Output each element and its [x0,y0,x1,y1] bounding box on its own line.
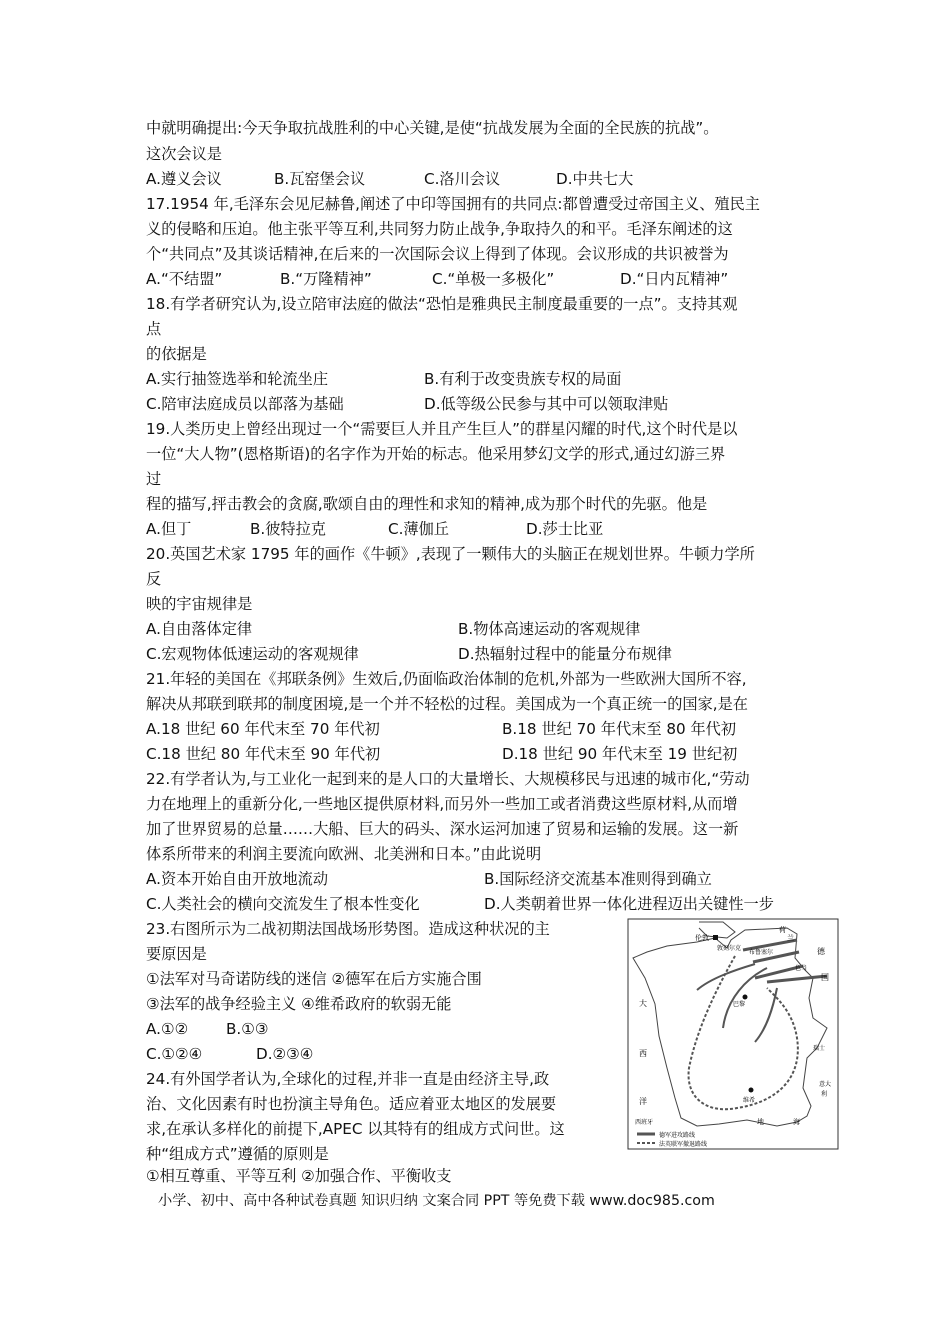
q22-option-c: C.人类社会的横向交流发生了根本性变化 [146,895,420,913]
map-label-de: 德 [817,947,825,956]
q19-option-b: B.彼特拉克 [250,520,326,538]
q22-option-d: D.人类朝着世界一体化进程迈出关键性一步 [484,895,774,913]
map-label-guo: 国 [821,973,829,982]
q17-line-2: 义的侵略和压迫。他主张平等互利,共同努力防止战争,争取持久的和平。毛泽东阐述的这 [146,220,733,238]
map-label-swiss: 瑞士 [813,1045,826,1052]
q20-line-1: 20.英国艺术家 1795 年的画作《牛顿》,表现了一颗伟大的头脑正在规划世界。牛顿力学所 [146,545,755,563]
q16-option-a: A.遵义会议 [146,170,222,188]
q22-line-2: 力在地理上的重新分化,一些地区提供原材料,而另外一些加工或者消费这些原材料,从而增 [146,795,738,813]
q19-line-3: 过 [146,470,162,488]
map-paris-marker [743,995,748,1000]
map-label-yang: 洋 [639,1097,647,1106]
q16-option-b: B.瓦窑堡会议 [274,170,366,188]
q22-line-3: 加了世界贸易的总量……大船、巨大的码头、深水运河加速了贸易和运输的发展。这一新 [146,820,739,838]
q18-line-2: 点 [146,320,162,338]
q24-line-4: 种“组成方式”遵循的原则是 [146,1145,329,1163]
q19-line-4: 程的描写,抨击教会的贪腐,歌颂自由的理性和求知的精神,成为那个时代的先驱。他是 [146,495,708,513]
map-label-sedan: 色当 [795,965,808,972]
q17-line-1: 17.1954 年,毛泽东会见尼赫鲁,阐述了中印等国拥有的共同点:都曾遭受过帝国主义、殖民主 [146,195,760,213]
map-frame [628,919,838,1149]
map-label-italy-2: 利 [821,1091,828,1098]
q19-option-d: D.莎士比亚 [526,520,604,538]
q21-option-a: A.18 世纪 60 年代末至 70 年代初 [146,720,380,738]
france-battle-map [627,918,839,1150]
q23-option-a: A.①② [146,1020,189,1038]
map-london-marker [713,935,718,940]
map-label-london: 伦敦 [695,934,709,942]
map-label-di: 地 [757,1118,764,1126]
q17-line-3: 个“共同点”及其谈话精神,在后来的一次国际会议上得到了体现。会议形成的共识被誉为 [146,245,729,263]
q24-line-2: 治、文化因素有时也扮演主导角色。适应着亚太地区的发展要 [146,1095,557,1113]
q19-line-1: 19.人类历史上曾经出现过一个“需要巨人并且产生巨人”的群星闪耀的时代,这个时代是以 [146,420,738,438]
map-label-hai: 海 [793,1118,800,1126]
map-label-spain: 西班牙 [635,1119,654,1126]
q17-option-a: A.“不结盟” [146,270,223,288]
q16-line-1: 中就明确提出:今天争取抗战胜利的中心关键,是使“抗战发展为全面的全民族的抗战”。 [146,119,719,137]
q23-option-b: B.①③ [226,1020,269,1038]
q19-option-a: A.但丁 [146,520,192,538]
q23-option-d: D.②③④ [256,1045,314,1063]
q16-option-c: C.洛川会议 [424,170,501,188]
map-label-xi: 西 [639,1049,647,1058]
q20-line-3: 映的宇宙规律是 [146,595,253,613]
q22-option-a: A.资本开始自由开放地流动 [146,870,329,888]
q19-line-2: 一位“大人物”(恩格斯语)的名字作为开始的标志。他采用梦幻文学的形式,通过幻游三界 [146,445,726,463]
map-label-lan: 兰 [787,934,794,942]
q16-option-d: D.中共七大 [556,170,634,188]
q20-option-c: C.宏观物体低速运动的客观规律 [146,645,359,663]
map-label-brussels: 布鲁塞尔 [749,949,774,956]
q24-line-5: ①相互尊重、平等互利 ②加强合作、平衡收支 [146,1167,452,1185]
map-label-italy-1: 意大 [819,1081,832,1088]
q18-option-b: B.有利于改变贵族专权的局面 [424,370,622,388]
q24-line-1: 24.有外国学者认为,全球化的过程,并非一直是由经济主导,政 [146,1070,550,1088]
q17-option-c: C.“单极一多极化” [432,270,555,288]
q23-line-3: ①法军对马奇诺防线的迷信 ②德军在后方实施合围 [146,970,482,988]
q21-option-c: C.18 世纪 80 年代末至 90 年代初 [146,745,381,763]
map-vichy-marker [749,1088,754,1093]
q17-option-b: B.“万隆精神” [280,270,372,288]
q22-line-4: 体系所带来的利润主要流向欧洲、北美洲和日本。”由此说明 [146,845,542,863]
page-footer: 小学、初中、高中各种试卷真题 知识归纳 文案合同 PPT 等免费下载 www.doc985.com [158,1193,715,1209]
q23-option-c: C.①②④ [146,1045,203,1063]
map-label-paris: 巴黎 [733,1001,746,1008]
q22-option-b: B.国际经济交流基本准则得到确立 [484,870,712,888]
q19-option-c: C.薄伽丘 [388,520,449,538]
q18-line-1: 18.有学者研究认为,设立陪审法庭的做法“恐怕是雅典民主制度最重要的一点”。支持其观 [146,295,738,313]
q18-option-c: C.陪审法庭成员以部落为基础 [146,395,344,413]
map-legend-attack: 德军进攻路线 [659,1132,696,1139]
q20-option-d: D.热辐射过程中的能量分布规律 [458,645,672,663]
q21-line-1: 21.年轻的美国在《邦联条例》生效后,仍面临政治体制的危机,外部为一些欧洲大国所不容, [146,670,747,688]
q16-line-2: 这次会议是 [146,145,222,163]
q20-option-a: A.自由落体定律 [146,620,253,638]
q18-option-a: A.实行抽签选举和轮流坐庄 [146,370,329,388]
q17-option-d: D.“日内瓦精神” [620,270,729,288]
q23-line-4: ③法军的战争经验主义 ④维希政府的软弱无能 [146,995,452,1013]
q18-line-3: 的依据是 [146,345,207,363]
q23-line-1: 23.右图所示为二战初期法国战场形势图。造成这种状况的主 [146,920,550,938]
q24-line-3: 求,在承认多样化的前提下,APEC 以其特有的组成方式问世。这 [146,1120,565,1138]
q20-line-2: 反 [146,570,162,588]
map-label-da: 大 [639,999,647,1008]
map-label-he: 荷 [779,926,786,934]
map-label-dunkirk: 敦刻尔克 [717,945,742,952]
q18-option-d: D.低等级公民参与其中可以领取津贴 [424,395,669,413]
q21-line-2: 解决从邦联到联邦的制度困境,是一个并不轻松的过程。美国成为一个真正统一的国家,是在 [146,695,748,713]
q21-option-b: B.18 世纪 70 年代末至 80 年代初 [502,720,737,738]
q20-option-b: B.物体高速运动的客观规律 [458,620,641,638]
map-label-vichy: 维希 [743,1097,756,1104]
q22-line-1: 22.有学者认为,与工业化一起到来的是人口的大量增长、大规模移民与迅速的城市化,“劳动 [146,770,750,788]
q21-option-d: D.18 世纪 90 年代末至 19 世纪初 [502,745,738,763]
map-legend-retreat: 法英联军撤退路线 [659,1141,708,1148]
q23-line-2: 要原因是 [146,945,207,963]
